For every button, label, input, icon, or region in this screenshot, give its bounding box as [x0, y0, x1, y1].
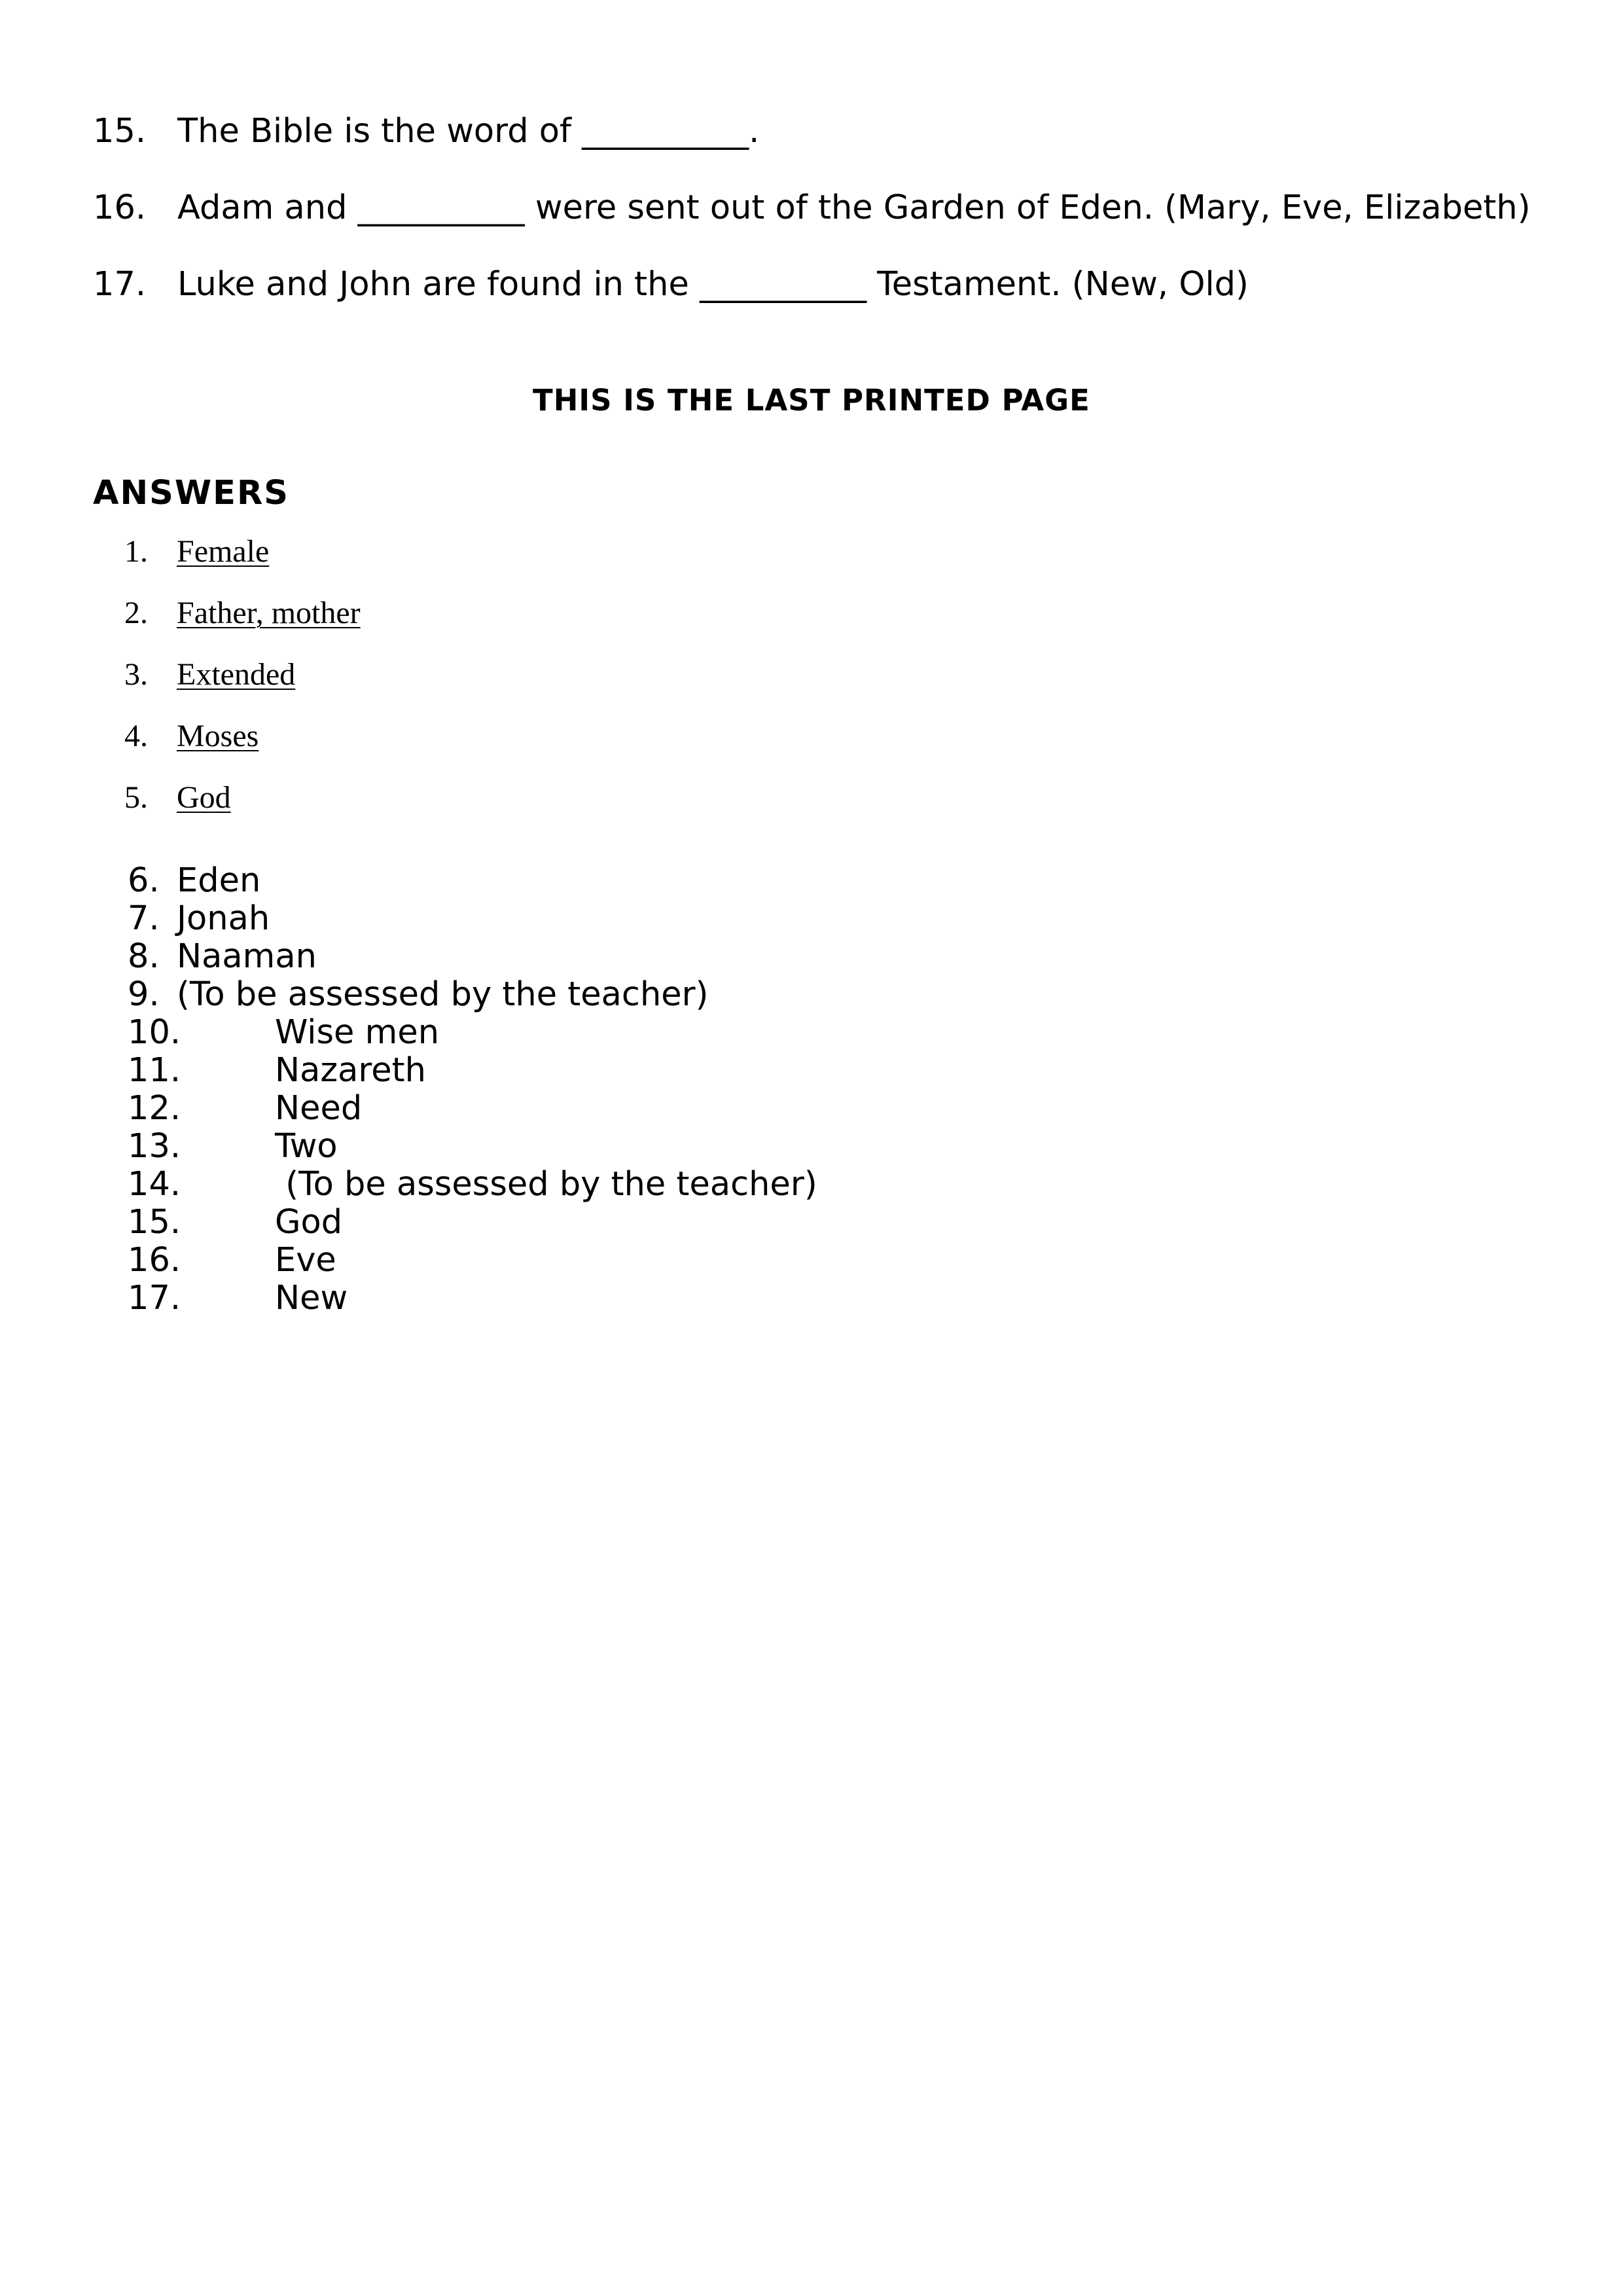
question-number: 17. [93, 265, 147, 304]
answer-number: 17. [128, 1279, 181, 1318]
answer-number: 3. [124, 657, 148, 692]
answer-text: (To be assessed by the teacher) [275, 1165, 817, 1204]
question-17 [93, 265, 1249, 304]
answer-3 [124, 656, 295, 692]
answer-text: Naaman [177, 937, 317, 976]
answer-text: (To be assessed by the teacher) [177, 975, 709, 1014]
answer-text: Need [275, 1089, 363, 1128]
answer-5 [124, 780, 231, 816]
answer-text: New [275, 1279, 348, 1318]
answer-number: 15. [128, 1203, 181, 1242]
question-number: 16. [93, 188, 147, 227]
answer-number: 5. [124, 780, 148, 815]
answer-2 [124, 595, 361, 631]
answer-text: Wise men [275, 1013, 440, 1052]
question-16 [93, 188, 1531, 227]
question-text: Luke and John are found in the __________ Testament. (New, Old) [177, 265, 1249, 304]
answer-text: Father, mother [177, 596, 361, 630]
last-page-notice: THIS IS THE LAST PRINTED PAGE [533, 383, 1090, 418]
question-number: 15. [93, 112, 147, 151]
answer-number: 1. [124, 534, 148, 569]
answer-text: Female [177, 534, 270, 569]
answer-number: 11. [128, 1051, 181, 1090]
answer-text: God [275, 1203, 343, 1242]
answer-number: 10. [128, 1013, 181, 1052]
answer-text: Jonah [177, 899, 270, 938]
answer-number: 14. [128, 1165, 181, 1204]
answer-number: 8. [128, 937, 160, 976]
answers-heading: ANSWERS [93, 474, 289, 512]
answer-1 [124, 533, 269, 569]
question-text: Adam and __________ were sent out of the Garden of Eden. (Mary, Eve, Elizabeth) [177, 188, 1531, 227]
answer-text: Eden [177, 861, 261, 900]
answer-text: God [177, 780, 231, 815]
answer-text: Extended [177, 657, 296, 692]
answer-text: Two [275, 1127, 338, 1166]
answer-text: Moses [177, 719, 259, 753]
answer-number: 6. [128, 861, 160, 900]
answer-number: 16. [128, 1241, 181, 1280]
answer-4 [124, 718, 259, 754]
answer-number: 4. [124, 719, 148, 753]
answer-number: 12. [128, 1089, 181, 1128]
answer-text: Eve [275, 1241, 336, 1280]
answer-number: 13. [128, 1127, 181, 1166]
question-15 [93, 112, 760, 151]
answer-number: 9. [128, 975, 160, 1014]
answer-text: Nazareth [275, 1051, 426, 1090]
question-text: The Bible is the word of __________. [177, 112, 760, 151]
answer-number: 7. [128, 899, 160, 938]
answer-number: 2. [124, 596, 148, 630]
